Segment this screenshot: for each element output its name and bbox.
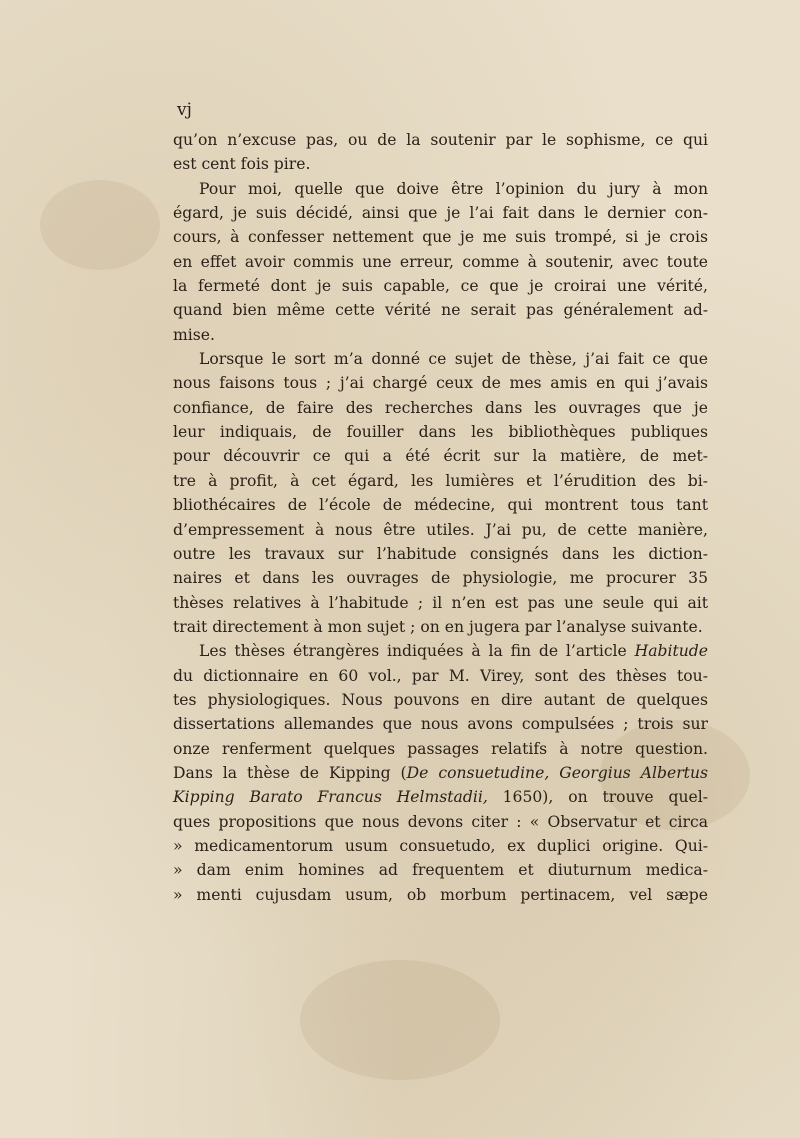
text-line [173,469,708,493]
text-run: bliothécaires de l’école de médecine, qui montrent tous tant [173,496,708,515]
text-line [173,493,708,517]
text-run: tes physiologiques. Nous pouvons en dire autant de quelques [173,690,708,709]
text-run: égard, je suis décidé, ainsi que je l’ai fait dans le dernier con- [173,204,708,223]
text-run: » medicamentorum usum consuetudo, ex duplici origine. Qui- [173,836,708,855]
text-line [173,128,708,152]
text-run: outre les travaux sur l’habitude consignés dans les diction- [173,544,708,563]
text-run: onze renferment quelques passages relatifs à notre question. [173,739,708,758]
text-run: mise. [173,325,215,344]
text-run: quand bien même cette vérité ne serait pas généralement ad- [173,301,708,320]
text-line [173,444,708,468]
text-line [173,371,708,395]
text-run: Les thèses étrangères indiquées à la fin de l’article [199,642,635,661]
text-line [173,810,708,834]
text-line [173,542,708,566]
text-run: ques propositions que nous devons citer : « Observatur et circa [173,812,708,831]
text-line [173,883,708,907]
text-run: nous faisons tous ; j’ai chargé ceux de mes amis en qui j’avais [173,374,708,393]
text-line [173,201,708,225]
text-line [173,834,708,858]
text-run: d’empressement à nous être utiles. J’ai pu, de cette manière, [173,520,708,539]
text-line [173,274,708,298]
text-run: cours, à confesser nettement que je me suis trompé, si je crois [173,228,708,247]
text-line [173,712,708,736]
text-line [173,518,708,542]
text-line [173,615,708,639]
text-line [173,664,708,688]
text-run: est cent fois pire. [173,155,311,174]
text-run: Dans la thèse de Kipping ( [173,763,407,782]
italic-text: Kipping Barato Francus Helmstadii, [173,788,488,807]
page-folio: vj [177,100,192,120]
text-run: 1650), on trouve quel- [487,788,709,807]
text-line [173,298,708,322]
text-run: Lorsque le sort m’a donné ce sujet de thèse, j’ai fait ce que [199,350,708,369]
text-line [173,785,708,809]
text-line [173,688,708,712]
text-line [173,737,708,761]
text-line [173,177,708,201]
text-run: tre à profit, à cet égard, les lumières et l’érudition des bi- [173,471,708,490]
text-run: confiance, de faire des recherches dans les ouvrages que je [173,398,708,417]
text-line [173,347,708,371]
text-line [173,323,708,347]
text-run: naires et dans les ouvrages de physiologie, me procurer 35 [173,569,708,588]
text-line [173,250,708,274]
text-run: la fermeté dont je suis capable, ce que je croirai une vérité, [173,277,708,296]
text-line [173,858,708,882]
text-run: Pour moi, quelle que doive être l’opinion du jury à mon [199,179,708,198]
text-line [173,566,708,590]
paper-stain [300,960,500,1080]
italic-text: De consuetudine, Georgius Albertus [406,763,708,782]
text-run: » menti cujusdam usum, ob morbum pertinacem, vel sæpe [173,885,708,904]
body-text [173,128,708,907]
text-run: qu’on n’excuse pas, ou de la soutenir par le sophisme, ce qui [173,131,708,149]
text-line [173,152,708,176]
text-run: pour découvrir ce qui a été écrit sur la matière, de met- [173,447,708,466]
text-run: du dictionnaire en 60 vol., par M. Virey, sont des thèses tou- [173,666,708,685]
italic-text: Habitude [634,642,708,661]
text-line [173,591,708,615]
text-line [173,761,708,785]
text-run: dissertations allemandes que nous avons compulsées ; trois sur [173,715,708,734]
text-run: » dam enim homines ad frequentem et diuturnum medica- [173,861,708,880]
text-run: thèses relatives à l’habitude ; il n’en est pas une seule qui ait [173,593,708,612]
text-run: en effet avoir commis une erreur, comme à soutenir, avec toute [173,252,708,271]
text-line [173,225,708,249]
text-line [173,420,708,444]
text-line [173,639,708,663]
text-run: leur indiquais, de fouiller dans les bibliothèques publiques [173,423,708,442]
text-line [173,396,708,420]
text-run: trait directement à mon sujet ; on en jugera par l’analyse suivante. [173,617,703,636]
paper-stain [40,180,160,270]
